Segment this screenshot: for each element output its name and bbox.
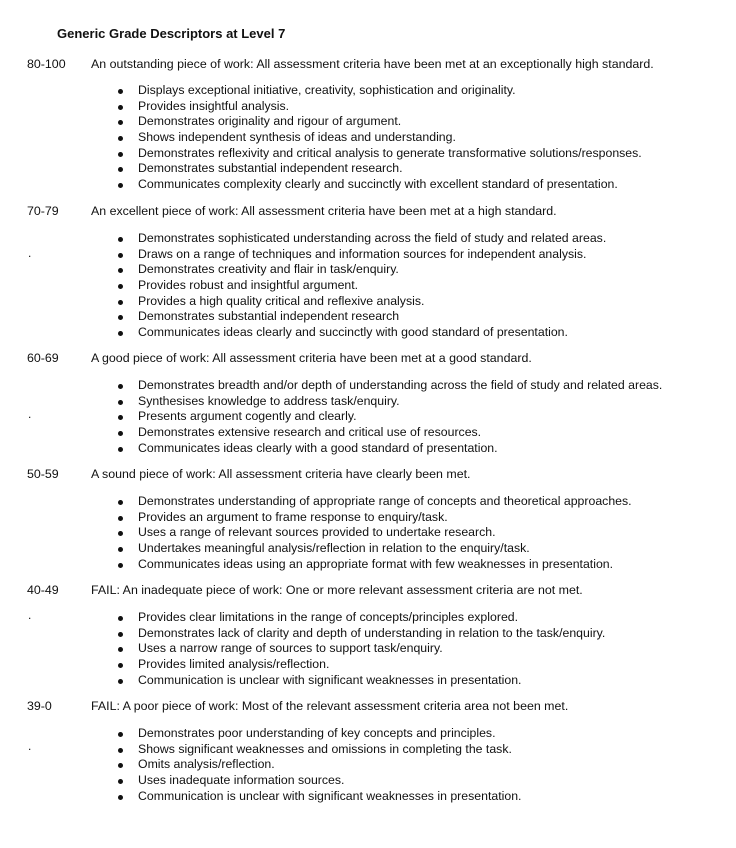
bullet-icon xyxy=(118,795,123,800)
bullet-icon xyxy=(118,647,123,652)
bullet-icon xyxy=(118,300,123,305)
bullet-icon xyxy=(118,400,123,405)
grade-summary: A good piece of work: All assessment criteria have been met at a good standard. xyxy=(91,351,532,365)
criteria-text: Undertakes meaningful analysis/reflection in relation to the enquiry/task. xyxy=(138,541,530,556)
criteria-text: Demonstrates extensive research and critical use of resources. xyxy=(138,425,482,440)
bullet-icon xyxy=(118,431,123,436)
criteria-text: Provides a high quality critical and reflexive analysis. xyxy=(138,293,425,308)
criteria-text: Omits analysis/reflection. xyxy=(138,757,275,772)
criteria-text: Demonstrates lack of clarity and depth of understanding in relation to the task/enquiry. xyxy=(138,625,606,640)
criteria-text: Uses a range of relevant sources provided to undertake research. xyxy=(138,525,496,540)
bullet-icon xyxy=(118,500,123,505)
criteria-text: Demonstrates understanding of appropriate range of concepts and theoretical approaches. xyxy=(138,494,632,508)
grade-range: 80-100 xyxy=(27,57,66,71)
bullet-icon xyxy=(118,531,123,536)
bullet-icon xyxy=(118,183,123,188)
grade-range: 40-49 xyxy=(27,583,59,597)
grade-summary: A sound piece of work: All assessment criteria have clearly been met. xyxy=(91,467,471,481)
criteria-text: Communicates ideas clearly and succinctly with good standard of presentation. xyxy=(138,325,568,340)
stray-mark: . xyxy=(28,608,32,622)
criteria-text: Shows significant weaknesses and omissions in completing the task. xyxy=(138,741,512,756)
criteria-text: Communication is unclear with significant weaknesses in presentation. xyxy=(138,672,522,687)
bullet-icon xyxy=(118,331,123,336)
bullet-icon xyxy=(118,563,123,568)
bullet-icon xyxy=(118,616,123,621)
criteria-text: Provides clear limitations in the range of concepts/principles explored. xyxy=(138,610,519,624)
criteria-text: Draws on a range of techniques and information sources for independent analysis. xyxy=(138,246,587,261)
bullet-icon xyxy=(118,105,123,110)
bullet-icon xyxy=(118,315,123,320)
criteria-text: Communicates complexity clearly and succinctly with excellent standard of presentation. xyxy=(138,177,618,192)
criteria-text: Provides robust and insightful argument. xyxy=(138,278,359,293)
grade-summary: FAIL: A poor piece of work: Most of the relevant assessment criteria area not been met. xyxy=(91,699,569,713)
grade-band-60-69 xyxy=(0,350,736,455)
grade-summary: An excellent piece of work: All assessment criteria have been met at a high standard. xyxy=(91,204,557,218)
criteria-text: Provides insightful analysis. xyxy=(138,98,290,113)
grade-summary: An outstanding piece of work: All assessment criteria have been met at an exceptionally high standard. xyxy=(91,57,654,71)
grade-range: 39-0 xyxy=(27,699,52,713)
criteria-text: Demonstrates poor understanding of key concepts and principles. xyxy=(138,726,496,740)
grade-range: 50-59 xyxy=(27,467,59,481)
criteria-text: Communicates ideas using an appropriate format with few weaknesses in presentation. xyxy=(138,556,614,571)
criteria-text: Demonstrates substantial independent research. xyxy=(138,161,403,176)
grade-band-80-100 xyxy=(0,56,736,192)
stray-mark: . xyxy=(28,246,32,260)
bullet-icon xyxy=(118,547,123,552)
grade-band-50-59 xyxy=(0,466,736,571)
bullet-icon xyxy=(118,732,123,737)
criteria-text: Demonstrates substantial independent research xyxy=(138,309,400,324)
grade-band-40-49 xyxy=(0,582,736,687)
criteria-text: Synthesises knowledge to address task/enquiry. xyxy=(138,393,400,408)
criteria-text: Demonstrates sophisticated understanding across the field of study and related areas. xyxy=(138,231,607,245)
bullet-icon xyxy=(118,284,123,289)
criteria-text: Provides limited analysis/reflection. xyxy=(138,657,330,672)
bullet-icon xyxy=(118,152,123,157)
grade-range: 60-69 xyxy=(27,351,59,365)
bullet-icon xyxy=(118,167,123,172)
criteria-text: Uses inadequate information sources. xyxy=(138,773,345,788)
bullet-icon xyxy=(118,415,123,420)
bullet-icon xyxy=(118,632,123,637)
criteria-text: Presents argument cogently and clearly. xyxy=(138,409,357,424)
criteria-text: Displays exceptional initiative, creativity, sophistication and originality. xyxy=(138,83,516,97)
bullet-icon xyxy=(118,253,123,258)
bullet-icon xyxy=(118,748,123,753)
bullet-icon xyxy=(118,89,123,94)
criteria-text: Provides an argument to frame response to enquiry/task. xyxy=(138,509,448,524)
bullet-icon xyxy=(118,663,123,668)
criteria-text: Shows independent synthesis of ideas and understanding. xyxy=(138,130,456,145)
bullet-icon xyxy=(118,268,123,273)
criteria-text: Demonstrates originality and rigour of argument. xyxy=(138,114,402,129)
bullet-icon xyxy=(118,763,123,768)
bullet-icon xyxy=(118,516,123,521)
bullet-icon xyxy=(118,120,123,125)
criteria-text: Demonstrates breadth and/or depth of understanding across the field of study and related areas. xyxy=(138,378,663,392)
bullet-icon xyxy=(118,237,123,242)
grade-band-39-0 xyxy=(0,698,736,803)
bullet-icon xyxy=(118,384,123,389)
bullet-icon xyxy=(118,779,123,784)
stray-mark: . xyxy=(28,739,32,753)
criteria-text: Communicates ideas clearly with a good standard of presentation. xyxy=(138,440,498,455)
document-title: Generic Grade Descriptors at Level 7 xyxy=(57,26,286,41)
grade-band-70-79 xyxy=(0,203,736,340)
grade-range: 70-79 xyxy=(27,204,59,218)
stray-mark: . xyxy=(28,407,32,421)
criteria-text: Communication is unclear with significant weaknesses in presentation. xyxy=(138,788,522,803)
criteria-text: Demonstrates reflexivity and critical analysis to generate transformative solutions/responses. xyxy=(138,145,642,160)
bullet-icon xyxy=(118,136,123,141)
bullet-icon xyxy=(118,679,123,684)
criteria-text: Uses a narrow range of sources to support task/enquiry. xyxy=(138,641,443,656)
grade-summary: FAIL: An inadequate piece of work: One or more relevant assessment criteria are not met. xyxy=(91,583,583,597)
bullet-icon xyxy=(118,447,123,452)
criteria-text: Demonstrates creativity and flair in task/enquiry. xyxy=(138,262,399,277)
